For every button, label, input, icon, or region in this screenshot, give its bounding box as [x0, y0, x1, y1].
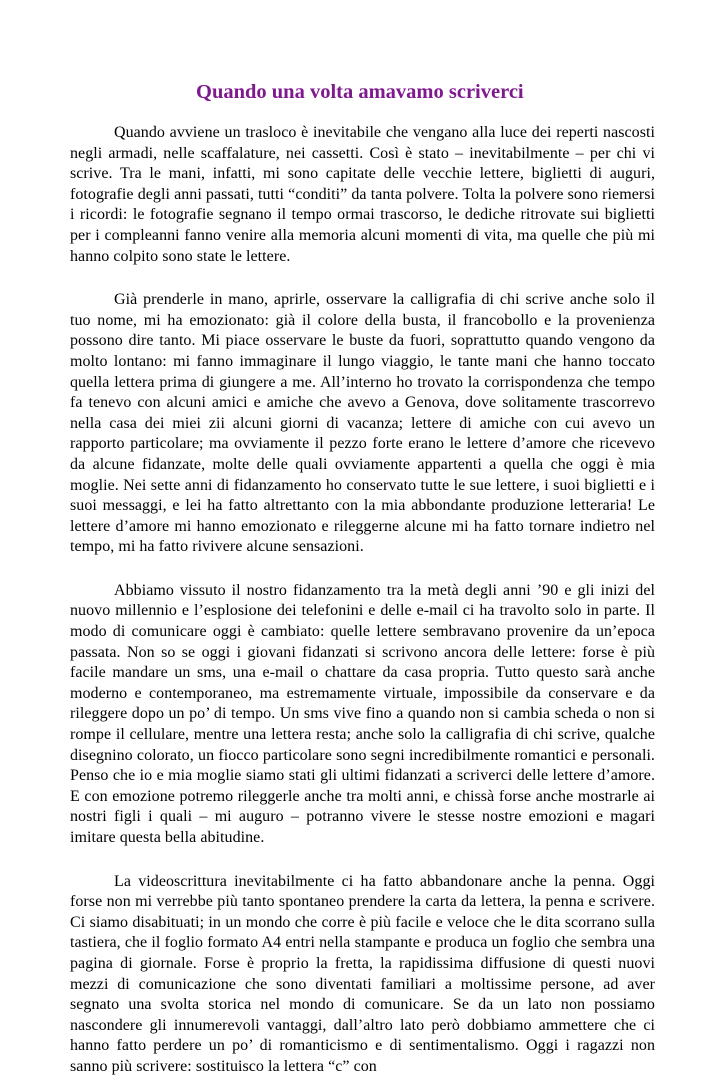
- paragraph-trasloco: Quando avviene un trasloco è inevitabile che vengano alla luce dei reperti nascosti negli armadi, nelle scaffalature, nei cassetti. Così è stato – inevitabilmente – per chi vi scrive. Tra le mani, infatti, mi sono capitate delle vecchie lettere, biglietti di auguri, fotografie degli anni passati, tutti “conditi” da tanta polvere. Tolta la polvere sono riemersi i ricordi: le fotografie segnano il tempo ormai trascorso, le dediche ritrovate sui biglietti per i compleanni fanno venire alla memoria alcuni momenti di vita, ma quelle che più mi hanno colpito sono state le lettere.: [70, 124, 655, 265]
- document-title: Quando una volta amavamo scriverci: [196, 81, 524, 103]
- paragraph-videoscrittura: La videoscrittura inevitabilmente ci ha fatto abbandonare anche la penna. Oggi forse non mi verrebbe più tanto spontaneo prendere la carta da lettera, la penna e scrivere. Ci siamo disabituati; in un mondo che corre è più facile e veloce che le dita scorrano sulla tastiera, che il foglio formato A4 entri nella stampante e produca un foglio che sembra una pagina di giornale. Forse è proprio la fretta, la rapidissima diffusione di questi nuovi mezzi di comunicazione che sono diventati familiari a moltissime persone, ad aver segnato una svolta storica nel mondo di comunicare. Se da un lato non possiamo nascondere gli innumerevoli vantaggi, dall’altro lato però dobbiamo ammettere che ci hanno fatto perdere un po’ di romanticismo e di sentimentalismo. Oggi i ragazzi non sanno più scrivere: sostituisco la lettera “c” con: [70, 872, 655, 1075]
- paragraph-lettere: Già prenderle in mano, aprirle, osservare la calligrafia di chi scrive anche solo il tuo nome, mi ha emozionato: già il colore della busta, il francobollo e la provenienza possono dire tanto. Mi piace osservare le buste da fuori, soprattutto quando vengono da molto lontano: mi fanno immaginare il lungo viaggio, le tante mani che hanno toccato quella lettera prima di giungere a me. All’interno ho trovato la corrispondenza che tempo fa tenevo con alcuni amici e amiche che avevo a Genova, dove solitamente trascorrevo nella casa dei miei zii alcuni giorni di vacanza; lettere di amiche con cui avevo un rapporto particolare; ma ovviamente il pezzo forte erano le lettere d’amore che ricevevo da alcune fidanzate, molte delle quali ovviamente appartenti a quella che oggi è mia moglie. Nei sette anni di fidanzamento ho conservato tutte le sue lettere, i suoi biglietti e i suoi messaggi, e lei ha fatto altrettanto con la mia abbondante produzione letteraria! Le lettere d’amore mi hanno emozionato e rileggerne alcune mi ha fatto tornare indietro nel tempo, mi ha fatto rivivere alcune sensazioni.: [70, 291, 655, 556]
- paragraph-fidanzamento: Abbiamo vissuto il nostro fidanzamento tra la metà degli anni ’90 e gli inizi del nuovo millennio e l’esplosione dei telefonini e delle e-mail ci ha travolto solo in parte. Il modo di comunicare oggi è cambiato: quelle lettere sembravano provenire da un’epoca passata. Non so se oggi i giovani fidanzati si scrivono ancora delle lettere: forse è più facile mandare un sms, una e-mail o chattare da casa propria. Tutto questo sarà anche moderno e contemporaneo, ma estremamente virtuale, impossibile da conservare e da rileggere dopo un po’ di tempo. Un sms vive fino a quando non si cambia scheda o non si rompe il cellulare, mentre una lettera resta; anche solo la calligrafia di chi scrive, qualche disegnino colorato, un fiocco particolare sono segni incredibilmente romantici e personali. Penso che io e mia moglie siamo stati gli ultimi fidanzati a scriverci delle lettere d’amore. E con emozione potremo rileggerle anche tra molti anni, e chissà forse anche mostrarle ai nostri figli i quali – mi auguro – potranno vivere le stesse nostre emozioni e magari imitare questa bella abitudine.: [70, 581, 655, 846]
